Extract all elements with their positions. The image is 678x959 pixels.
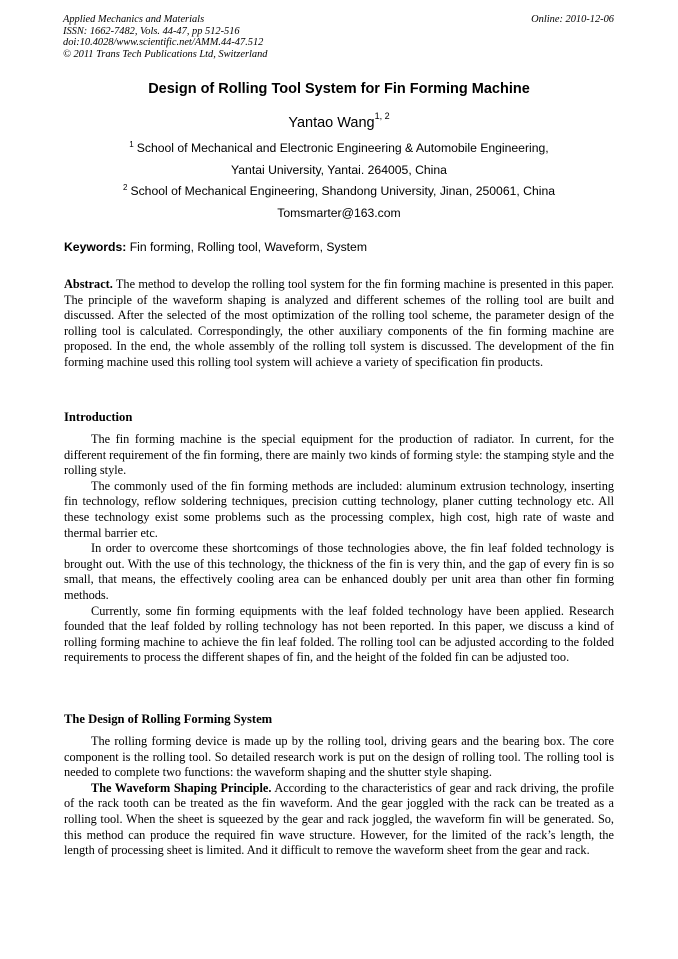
affiliation-2-line — [0, 184, 678, 198]
waveform-principle-text: According to the characteristics of gear and rack driving, the profile of the rack tooth can be treated as the fin waveform. And the gear joggled with the rack can be treated as a rolling tool. When the sheet is squeezed by the gear and rack joggled, the waveform fin will be generated. So, this method can produce the required fin wave structure. However, for the limited of the rack’s length, the length of processing sheet is limited. And it difficult to remove the waveform sheet from the gear and rack. — [64, 780, 614, 858]
introduction-body — [64, 432, 614, 666]
copyright-line: © 2011 Trans Tech Publications Ltd, Switzerland — [63, 48, 268, 60]
affiliation-1-mark: 1 — [129, 139, 134, 149]
keywords-text: Fin forming, Rolling tool, Waveform, System — [129, 240, 367, 254]
affiliation-1-line-2: Yantai University, Yantai. 264005, China — [231, 163, 447, 177]
author-name: Yantao Wang — [288, 115, 375, 131]
abstract-block — [64, 277, 614, 371]
abstract-text: The method to develop the rolling tool system for the fin forming machine is presented in this paper. The principle of the waveform shaping is analyzed and different schemes of the rolling tool are built and discussed. After the selected of the most optimization of the rolling tool scheme, the parameter design of the rolling tool is calculated. Correspondingly, the other auxiliary components of the fin forming machine are proposed. In the end, the whole assembly of the rolling toll system is discussed. The development of the fin forming machine used this rolling tool system will achieve a variety of specification fin products. — [64, 277, 615, 369]
online-date: Online: 2010-12-06 — [531, 14, 614, 25]
design-body — [64, 734, 614, 859]
intro-paragraph-2: The commonly used of the fin forming methods are included: aluminum extrusion technology, inserting fin technology, reflow soldering techniques, precision cutting technology, planer cutting technology etc. All these technology exist some problems such as the processing complex, high cost, high rate of waste and thermal barrier etc. — [64, 478, 614, 540]
affiliation-2-text: School of Mechanical Engineering, Shandong University, Jinan, 250061, China — [130, 184, 556, 198]
paper-title: Design of Rolling Tool System for Fin Forming Machine — [148, 81, 530, 97]
intro-paragraph-1: The fin forming machine is the special equipment for the production of radiator. In current, for the different requirement of the fin forming, there are mainly two kinds of forming style: the stamping style and the rolling style. — [64, 432, 614, 478]
affiliation-2-mark: 2 — [122, 182, 128, 192]
intro-paragraph-4: Currently, some fin forming equipments with the leaf folded technology have been applied. Research founded that the leaf folded by rolling technology has not been reported. In this paper, we discuss a kind of rolling forming machine to achieve the fin leaf folded. The rolling tool can be adjusted according to the folded requirements to process the different shapes of fin, and the height of the folded fin can be adjusted too. — [64, 603, 614, 665]
waveform-principle-label: The Waveform Shaping Principle. — [91, 780, 272, 795]
affiliation-1-text: School of Mechanical and Electronic Engineering & Automobile Engineering, — [136, 141, 549, 155]
introduction-heading: Introduction — [64, 410, 133, 424]
issn-line: ISSN: 1662-7482, Vols. 44-47, pp 512-516 — [63, 25, 240, 37]
keywords-line — [64, 240, 367, 254]
intro-paragraph-3: In order to overcome these shortcomings of those technologies above, the fin leaf folded technology is brought out. With the use of this technology, the thickness of the fin is very thin, and the gap of every fin is so small, that means, the effectively cooling area can be enhanced doubly per unit area than other fin forming methods. — [64, 541, 614, 602]
author-line — [0, 111, 678, 131]
doi-line: doi:10.4028/www.scientific.net/AMM.44-47.512 — [63, 37, 264, 48]
design-heading: The Design of Rolling Forming System — [64, 712, 273, 726]
journal-name: Applied Mechanics and Materials — [63, 14, 205, 25]
affiliation-1-line-1 — [0, 141, 678, 155]
author-email: Tomsmarter@163.com — [277, 206, 401, 220]
journal-info — [63, 14, 267, 60]
design-paragraph-2 — [64, 781, 614, 859]
keywords-label: Keywords: — [64, 240, 127, 254]
design-paragraph-1: The rolling forming device is made up by the rolling tool, driving gears and the bearing box. The core component is the rolling tool. So detailed research work is put on the design of rolling tool. The rolling tool is needed to complete two functions: the waveform shaping and the shutter style shaping. — [64, 734, 614, 780]
abstract-label: Abstract. — [64, 277, 113, 291]
journal-header — [63, 14, 614, 60]
author-affiliation-marks: 1, 2 — [374, 111, 390, 122]
